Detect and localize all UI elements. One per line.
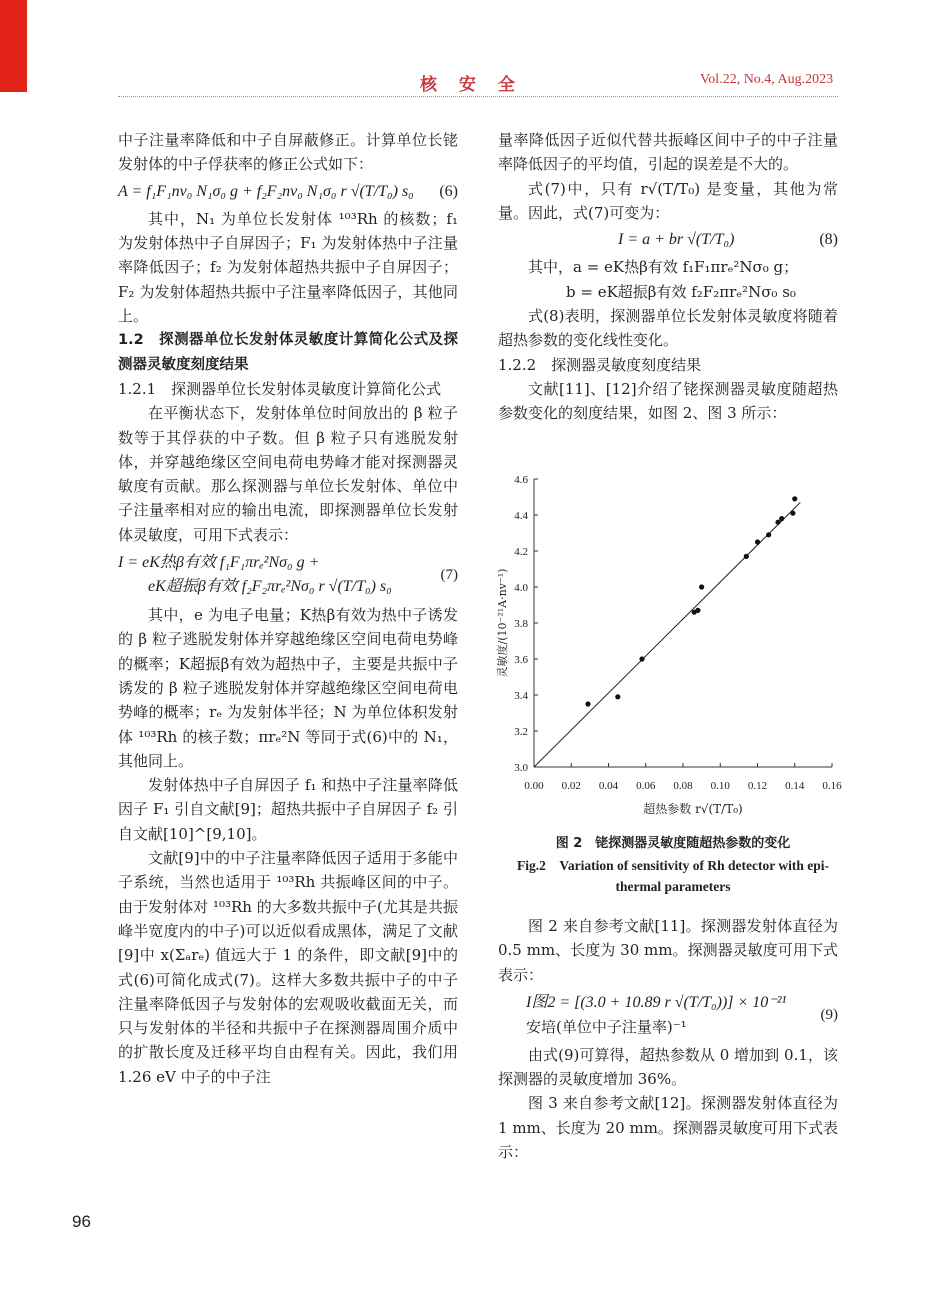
coefficient-b: b = eK超振β有效 f₂F₂πrₑ²Nσ₀ s₀ bbox=[566, 282, 796, 301]
equation-8-number: (8) bbox=[819, 231, 838, 249]
y-tick-label: 3.2 bbox=[514, 726, 528, 738]
y-tick-label: 4.4 bbox=[514, 510, 528, 522]
data-point bbox=[790, 511, 795, 516]
y-tick-label: 3.6 bbox=[514, 654, 528, 666]
volume-info: Vol.22, No.4, Aug.2023 bbox=[700, 72, 834, 87]
data-point bbox=[639, 656, 644, 661]
left-column bbox=[118, 128, 458, 1089]
caption-chinese: 图 2 铑探测器灵敏度随超热参数的变化 bbox=[555, 836, 791, 851]
equation-6-number: (6) bbox=[439, 182, 458, 200]
x-tick-label: 0.02 bbox=[561, 780, 581, 792]
paragraph: 图 3 来自参考文献[12]。探测器发射体直径为 1 mm、长度为 20 mm。探测器灵敏度可用下式表示： bbox=[498, 1094, 838, 1162]
sensitivity-scatter-chart bbox=[498, 465, 848, 825]
x-tick-label: 0.12 bbox=[747, 780, 768, 792]
right-column-lower bbox=[498, 914, 838, 1164]
equation-8 bbox=[498, 228, 838, 252]
equation-9-number: (9) bbox=[820, 1006, 838, 1023]
data-point bbox=[744, 554, 749, 559]
y-tick-label: 3.0 bbox=[514, 762, 528, 774]
y-tick-label: 4.6 bbox=[514, 474, 528, 486]
paragraph: 式(8)表明，探测器单位长发射体灵敏度将随着超热参数的变化线性变化。 bbox=[498, 307, 838, 350]
paragraph: 由式(9)可算得，超热参数从 0 增加到 0.1，该探测器的灵敏度增加 36%。 bbox=[498, 1045, 838, 1089]
y-tick-label: 4.2 bbox=[514, 546, 528, 558]
paragraph: 中子注量率降低和中子自屏蔽修正。计算单位长铑发射体的中子俘获率的修正公式如下： bbox=[118, 131, 458, 174]
data-point bbox=[779, 516, 784, 521]
x-tick-label: 0.06 bbox=[636, 780, 656, 792]
paragraph: 其中，e 为电子电量；K热β有效为热中子诱发的 β 粒子逃脱发射体并穿越绝缘区空间电荷电势峰的概率；K超振β有效为超热中子，主要是共振中子诱发的 β 粒子逃脱发射体并穿越绝缘区空间电荷电势峰的概率；rₑ 为发射体半径；N 为单位体积发射体 ¹⁰³Rh 的核子数；πrₑ²N 等同于式(6)中的 N₁，其他同上。 bbox=[118, 606, 458, 770]
data-point bbox=[699, 584, 704, 589]
y-tick-label: 3.4 bbox=[514, 690, 528, 702]
header-divider bbox=[118, 96, 838, 97]
x-tick-label: 0.16 bbox=[822, 780, 842, 792]
x-tick-label: 0.10 bbox=[710, 780, 730, 792]
section-heading-1-2: 1.2 探测器单位长发射体灵敏度计算简化公式及探测器灵敏度刻度结果 bbox=[118, 332, 458, 373]
paragraph: 发射体热中子自屏因子 f₁ 和热中子注量率降低因子 F₁ 引自文献[9]；超热共振中子自屏因子 f₂ 引自文献[10]^[9,10]。 bbox=[118, 776, 458, 843]
paragraph: 文献[11]、[12]介绍了铑探测器灵敏度随超热参数变化的刻度结果，如图 2、图 3 所示： bbox=[498, 379, 838, 423]
x-tick-label: 0.08 bbox=[673, 780, 693, 792]
x-tick-label: 0.14 bbox=[785, 780, 805, 792]
data-point bbox=[695, 608, 700, 613]
equation-7 bbox=[118, 551, 458, 599]
equation-6-body: A = f₁F₁nv₀ N₁σ₀ g + f₂F₂nv₀ N₁σ₀ r √(T/T₀) s₀ bbox=[118, 182, 414, 200]
figure-2 bbox=[498, 465, 848, 829]
equation-7-number: (7) bbox=[440, 566, 458, 583]
fit-line bbox=[534, 502, 800, 767]
x-tick-label: 0.04 bbox=[598, 780, 619, 792]
x-axis-title: 超热参数 r√(T/T₀) bbox=[643, 802, 743, 816]
equation-8-body: I = a + br √(T/T₀) bbox=[618, 231, 735, 249]
section-heading-1-2-2: 1.2.2 探测器灵敏度刻度结果 bbox=[498, 355, 702, 374]
paragraph: 在平衡状态下，发射体单位时间放出的 β 粒子数等于其俘获的中子数。但 β 粒子只有逃脱发射体，并穿越绝缘区空间电荷电势峰才能对探测器灵敏度有贡献。那么探测器与单位长发射体、单位中子注量率相对应的输出电流，即探测器单位长发射体灵敏度，可用下式表示： bbox=[118, 404, 458, 544]
x-tick-label: 0.00 bbox=[524, 780, 544, 792]
paragraph: 图 2 来自参考文献[11]。探测器发射体直径为 0.5 mm、长度为 30 mm。探测器灵敏度可用下式表示： bbox=[498, 917, 838, 984]
equation-7-line-1: I = eK热β有效 f₁F₁πrₑ²Nσ₀ g + bbox=[118, 554, 320, 572]
data-point bbox=[792, 496, 797, 501]
equation-9-line-2: 安培(单位中子注量率)⁻¹ bbox=[526, 1017, 687, 1036]
y-axis-title: 灵敏度/(10⁻²¹A·nv⁻¹) bbox=[496, 568, 509, 678]
paragraph: 式(7)中，只有 r√(T/T₀) 是变量，其他为常量。因此，式(7)可变为： bbox=[498, 179, 838, 222]
data-point bbox=[615, 694, 620, 699]
paragraph: 其中，N₁ 为单位长发射体 ¹⁰³Rh 的核数；f₁ 为发射体热中子自屏因子；F₁ 为发射体热中子注量率降低因子；f₂ 为发射体超热共振中子自屏因子；F₂ 为发射体超热共振中子注量率降低因子，其他同上。 bbox=[118, 209, 458, 326]
page-number: 96 bbox=[72, 1212, 91, 1231]
paragraph: 量率降低因子近似代替共振峰区间中子的中子注量率降低因子的平均值，引起的误差是不大的。 bbox=[498, 131, 838, 174]
section-heading-1-2-1: 1.2.1 探测器单位长发射体灵敏度计算简化公式 bbox=[118, 379, 442, 398]
paragraph: 文献[9]中的中子注量率降低因子适用于多能中子系统，当然也适用于 ¹⁰³Rh 共振峰区间的中子。由于发射体对 ¹⁰³Rh 的大多数共振中子(尤其是共振峰半宽度内的中子)可以近似看成黑体，满足了文献[9]中 x(Σₐrₑ) 值远大于 1 的条件，即文献[9]中的式(6)可简化成式(7)。这样大多数共振中子的中子注量率降低因子与发射体的宏观吸收截面无关，而只与发射体的半径和共振中子在探测器周围介质中的扩散长度及迁移平均自由程有关。因此，我们用 1.26 eV 中子的中子注 bbox=[118, 849, 458, 1086]
figure-2-caption bbox=[498, 833, 848, 897]
equation-6 bbox=[118, 180, 458, 204]
equation-9-line-1: I图2 = [(3.0 + 10.89 r √(T/T₀))] × 10⁻²¹ bbox=[526, 993, 787, 1011]
data-point bbox=[766, 532, 771, 537]
y-tick-label: 4.0 bbox=[514, 582, 528, 594]
red-corner-tab bbox=[0, 0, 27, 92]
equation-9 bbox=[498, 991, 838, 1039]
data-point bbox=[585, 701, 590, 706]
caption-english: Fig.2 Variation of sensitivity of Rh detector with epi-thermal parameters bbox=[517, 858, 829, 894]
equation-7-line-2: eK超振β有效 f₂F₂πrₑ²Nσ₀ r √(T/T₀) s₀ bbox=[148, 578, 392, 596]
data-point bbox=[755, 539, 760, 544]
right-column bbox=[498, 128, 838, 426]
data-point bbox=[775, 520, 780, 525]
coefficient-a: 其中，a = eK热β有效 f₁F₁πrₑ²Nσ₀ g； bbox=[528, 258, 799, 277]
y-tick-label: 3.8 bbox=[514, 618, 528, 630]
journal-title: 核 安 全 bbox=[420, 75, 523, 95]
